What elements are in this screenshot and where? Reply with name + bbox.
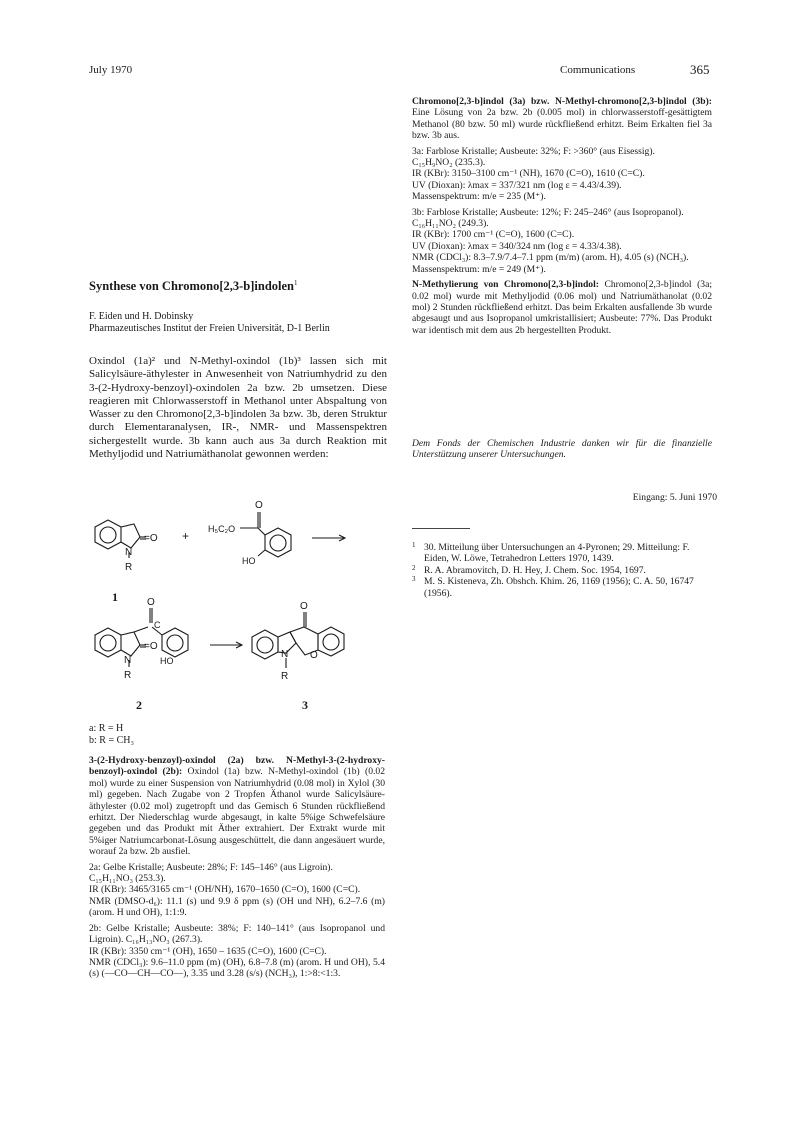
ketone-c-2: C	[154, 620, 161, 630]
running-header-date: July 1970	[89, 64, 133, 76]
atom-n-2: N	[124, 655, 132, 666]
ester-carbonyl-o: O	[255, 500, 263, 511]
footnotes	[412, 542, 712, 599]
carbonyl-o-3: O	[300, 601, 308, 612]
compound-label-3: 3	[302, 698, 308, 712]
footnote-item	[412, 542, 712, 565]
received-date: Eingang: 5. Juni 1970	[632, 492, 717, 503]
paragraph-body: Oxindol (1a) bzw. N-Methyl-oxindol (1b) (0.02 mol) wurde zu einer Suspension von Natriumhydrid (0.08 mol) in Xylol (30 ml) gegeben. Nach Zugabe von 2 Tropfen Äthanol wurde Salicylsäure-äthylester (0.02 mol) zugetropft und das Gemisch 6 Stunden rückfließend erhitzt. Der Niederschlag wurde abgesaugt, in kalte 5%ige Schwefelsäure gegeben und das Produkt mit Äther extrahiert. Der Extrakt wurde mit 5%iger Natriumcarbonat-Lösung ausgeschüttelt, die dann angesäuert wurde, worauf 2a bzw. 2b ausfiel.	[89, 766, 385, 858]
ester-benzene-ring	[265, 528, 291, 557]
data-block-2b	[89, 923, 385, 980]
acknowledgement: Dem Fonds der Chemischen Industrie danken wir für die finanzielle Unterstützung unserer Untersuchungen.	[412, 438, 712, 461]
data-line: 3a: Farblose Kristalle; Ausbeute: 32%; F: >360° (aus Eisessig).	[412, 145, 655, 157]
compound-label-2: 2	[136, 698, 142, 712]
data-line: IR (KBr): 3150–3100 cm⁻¹ (NH), 1670 (C=O), 1610 (C=C).	[412, 168, 645, 180]
footnote-item	[412, 565, 712, 576]
data-line: 3b: Farblose Kristalle; Ausbeute: 12%; F: 245–246° (aus Isopropanol).	[412, 206, 684, 218]
data-line: NMR (DMSO-d₆): 11.1 (s) und 9.9 δ ppm (s) (OH und NH), 6.2–7.6 (m) (arom. H und OH), 1:1:9.	[89, 895, 385, 919]
paragraph-body: Chromono[2,3-b]indol (3a; 0.02 mol) wurde mit Methyljodid (0.06 mol) und Natriumäthanolat (0.02 mol) 2 Stunden rückfließend erhitzt. Das beim Erkalten ausfallende 3b wurde abgesaugt und aus Isopropanol umkristallisiert; Ausbeute: 77%. Das Produkt war identisch mit dem aus 2b hergestellten Produkt.	[412, 279, 712, 336]
data-block-3b	[412, 207, 712, 275]
plus-sign: +	[182, 529, 190, 543]
data-line: C₁₆H₁₁NO₂ (249.3).	[412, 218, 489, 230]
footnote-number: 3	[412, 575, 416, 584]
footnote-text: M. S. Kisteneva, Zh. Obshch. Khim. 26, 1169 (1956); C. A. 50, 16747 (1956).	[424, 576, 694, 599]
carbonyl-o-1: =O	[144, 533, 158, 544]
data-line: IR (KBr): 3465/3165 cm⁻¹ (OH/NH), 1670–1650 (C=O), 1600 (C=C).	[89, 884, 361, 896]
footnote-number: 2	[412, 563, 416, 572]
ester-group: H₅C₂O	[208, 524, 236, 534]
oxindole-five-ring	[121, 524, 140, 548]
data-line: IR (KBr): 1700 cm⁻¹ (C=O), 1600 (C=C).	[412, 229, 575, 241]
data-block-2a	[89, 862, 385, 919]
paragraph-heading: N-Methylierung von Chromono[2,3-b]indol:	[412, 279, 599, 291]
ester-hydroxy: HO	[242, 556, 256, 566]
data-line: Massenspektrum: m/e = 235 (M⁺).	[412, 191, 546, 203]
r-group-3: R	[281, 671, 289, 682]
oxindole-aromatic-circle	[100, 527, 116, 543]
oxindole-benzene-ring	[95, 520, 121, 549]
ring-o-3: O	[310, 650, 318, 661]
compound2-benzene-ring	[95, 628, 121, 657]
r-definition-a: a: R = H	[89, 723, 124, 734]
footnote-number: 1	[412, 541, 416, 549]
data-line: C₁₅H₉NO₂ (235.3).	[412, 157, 486, 169]
r-definition-b: b: R = CH₃	[89, 735, 134, 746]
footnote-rule	[412, 528, 470, 529]
experimental-paragraph-3ab	[412, 96, 712, 142]
carbonyl-o-2: =O	[144, 641, 158, 652]
footnote-text: 30. Mitteilung über Untersuchungen an 4-Pyronen; 29. Mitteilung: F. Eiden, W. Löwe, Tetrahedron Letters 1970, 1439.	[424, 542, 690, 565]
intro-paragraph: Oxindol (1a)² und N-Methyl-oxindol (1b)³ lassen sich mit Salicylsäure-äthylester in Anwesenheit von Natriumhydrid zu den 3-(2-Hydroxy-benzoyl)-oxindolen 2a bzw. 2b umsetzen. Diese reagieren mit Chlorwasserstoff in Methanol unter Abspaltung von Wasser zu den Chromono[2,3-b]indolen 3a bzw. 3b, deren Struktur durch Elementaranalysen, IR-, NMR- und Massenspektren sichergestellt wurde. 3b kann auch aus 3a durch Reaktion mit Methyljodid und Natriumäthanolat gewonnen werden:	[89, 355, 387, 461]
data-line: 2a: Gelbe Kristalle; Ausbeute: 28%; F: 145–146° (aus Ligroin).	[89, 861, 333, 873]
experimental-paragraph-methylation	[412, 279, 712, 336]
r-group-2: R	[124, 670, 132, 681]
running-header-section: Communications	[560, 64, 636, 76]
article-title	[89, 279, 298, 294]
data-line: 2b: Gelbe Kristalle; Ausbeute: 38%; F: 140–141° (aus Isopropanol und Ligroin). C₁₆H₁₃NO₃ (267.3).	[89, 922, 385, 946]
atom-n-3: N	[281, 649, 289, 660]
atom-n-1: N	[125, 547, 133, 558]
footnote-item	[412, 576, 712, 599]
footnote-text: R. A. Abramovitch, D. H. Hey, J. Chem. Soc. 1954, 1697.	[424, 564, 646, 576]
r-group-1: R	[125, 562, 133, 573]
article-title-text: Synthese von Chromono[2,3-b]indolen	[89, 279, 295, 294]
experimental-paragraph-2ab	[89, 755, 385, 858]
hydroxy-2: HO	[160, 656, 174, 666]
left-column-experimental	[89, 755, 385, 980]
paragraph-heading: Chromono[2,3-b]indol (3a) bzw. N-Methyl-chromono[2,3-b]indol (3b):	[412, 96, 712, 107]
data-line: Massenspektrum: m/e = 249 (M⁺).	[412, 263, 546, 275]
right-column-experimental	[412, 96, 712, 336]
reaction-scheme	[80, 492, 400, 712]
title-footnote-ref: 1	[294, 279, 298, 287]
ketone-o-2: O	[147, 597, 155, 608]
data-line: UV (Dioxan): λmax = 340/324 nm (log ε = 4.33/4.38).	[412, 240, 622, 252]
page-number: 365	[690, 62, 710, 77]
data-line: UV (Dioxan): λmax = 337/321 nm (log ε = 4.43/4.39).	[412, 179, 622, 191]
compound3-ring-a	[252, 630, 278, 659]
data-line: NMR (CDCl₃): 9.6–11.0 ppm (m) (OH), 6.8–7.8 (m) (arom. H und OH), 5.4 (s) (—CO—CH—CO—), 3.35 und 3.28 (s/s) (NCH₃), 1:>8:<1:3.	[89, 956, 385, 980]
paragraph-body: Eine Lösung von 2a bzw. 2b (0.005 mol) in chlorwasserstoff-gesättigtem Methanol (80 bzw. 50 ml) wurde rückfließend erhitzt. Beim Erkalten fiel 3a bzw. 3b aus.	[412, 107, 712, 142]
data-line: NMR (CDCl₃): 8.3–7.9/7.4–7.1 ppm (m/m) (arom. H), 4.05 (s) (NCH₃).	[412, 252, 689, 264]
data-block-3a	[412, 146, 712, 203]
article-authors: F. Eiden und H. Dobinsky	[89, 311, 194, 322]
paragraph-heading: 3-(2-Hydroxy-benzoyl)-oxindol (2a) bzw. N-Methyl-3-(2-hydroxy-benzoyl)-oxindol (2b):	[89, 755, 385, 778]
data-line: IR (KBr): 3350 cm⁻¹ (OH), 1650 – 1635 (C=O), 1600 (C=C).	[89, 945, 327, 957]
article-affiliation: Pharmazeutisches Institut der Freien Universität, D-1 Berlin	[89, 323, 330, 334]
compound-label-1: 1	[112, 590, 118, 604]
data-line: C₁₅H₁₁NO₃ (253.3).	[89, 873, 166, 885]
